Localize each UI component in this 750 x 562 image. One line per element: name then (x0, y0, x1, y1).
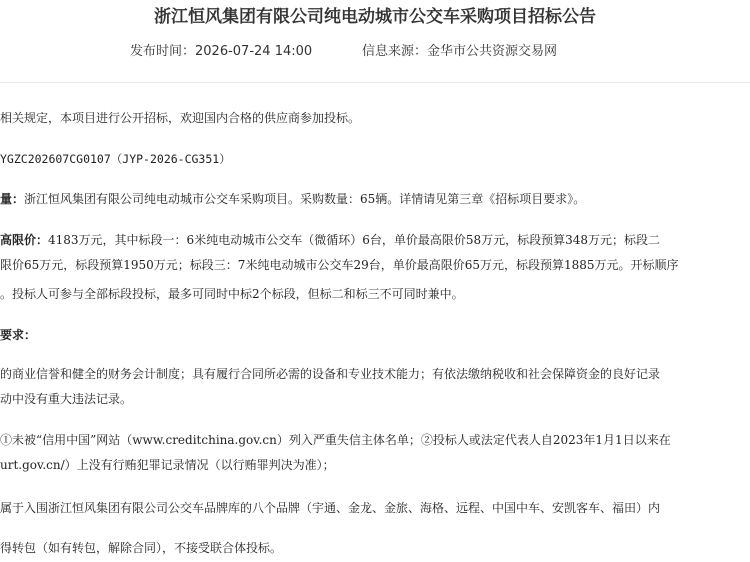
budget-line-2: 限价65万元，标段预算1950万元；标段三：7米纯电动城市公交车29台，单价最高限价65万元，标段预算1885万元。开标顺序 (0, 258, 679, 272)
source-label: 信息来源： (362, 44, 428, 59)
budget-line-1 (0, 228, 750, 252)
requirements-heading (0, 323, 750, 347)
intro-paragraph: 相关规定，本项目进行公开招标，欢迎国内合格的供应商参加投标。 (0, 111, 361, 125)
budget-text-1: 4183万元，其中标段一：6米纯电动城市公交车（微循环）6台，单价最高限价58万元，标段预算348万元；标段二 (48, 233, 661, 247)
scope-label: 量： (0, 192, 25, 206)
requirement-1-line-2: 动中没有重大违法记录。 (0, 392, 133, 406)
source-info (362, 40, 557, 59)
publish-label: 发布时间： (130, 44, 196, 59)
budget-label: 高限价： (0, 233, 49, 247)
announcement-body (0, 82, 750, 562)
publish-info (130, 40, 312, 59)
publish-time: 2026-07-24 14:00 (195, 44, 313, 59)
source-name: 金华市公共资源交易网 (427, 44, 558, 59)
requirement-1-line-1: 的商业信誉和健全的财务会计制度；具有履行合同所必需的设备和专业技术能力；有依法缴纳税收和社会保障资金的良好记录 (0, 367, 661, 381)
requirement-2-line-2: urt.gov.cn/）上没有行贿犯罪记录情况（以行贿罪判决为准）； (0, 458, 335, 472)
announcement-header (0, 0, 750, 83)
requirement-3-line-1: 属于入围浙江恒风集团有限公司公交车品牌库的八个品牌（宇通、金龙、金旅、海格、远程、中国中车、安凯客车、福田）内 (0, 501, 661, 515)
requirement-4-line-1: 得转包（如有转包，解除合同），不接受联合体投标。 (0, 541, 283, 555)
page-title: 浙江恒风集团有限公司纯电动城市公交车采购项目招标公告 (154, 7, 596, 27)
requirement-2-line-1: ①未被“信用中国”网站（www.creditchina.gov.cn）列入严重失信主体名单；②投标人或法定代表人自2023年1月1日以来在 (0, 433, 671, 447)
scope-text: 浙江恒风集团有限公司纯电动城市公交车采购项目。采购数量：65辆。详情请见第三章《招标项目要求》。 (24, 192, 586, 206)
requirements-label: 要求： (0, 328, 37, 342)
project-number: YGZC202607CG0107（JYP-2026-CG351） (0, 152, 231, 166)
budget-line-3: 。投标人可参与全部标段投标，最多可同时中标2个标段，但标二和标三不可同时兼中。 (0, 287, 464, 301)
scope-paragraph (0, 187, 750, 211)
